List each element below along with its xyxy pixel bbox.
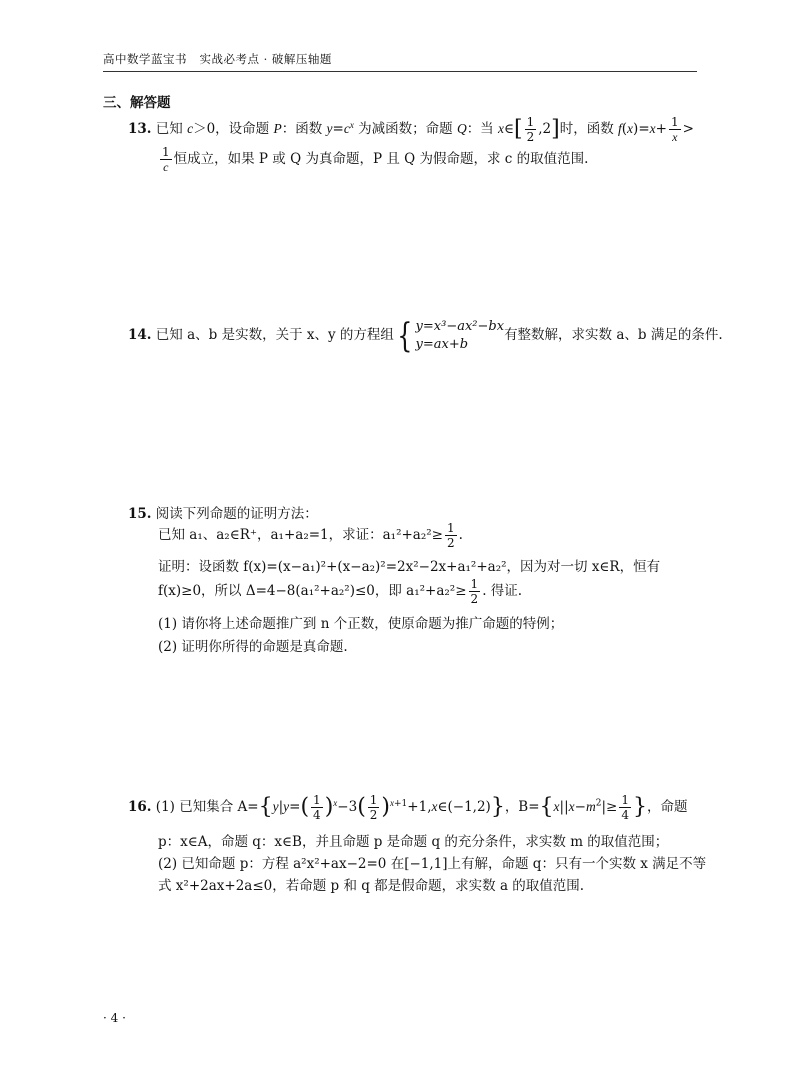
q15-line-2: 已知 a₁、a₂∈R⁺，a₁+a₂=1，求证：a₁²+a₂²≥ $\frac{1}{2}$ .: [158, 521, 463, 550]
q13-text-c: ：函数: [281, 121, 327, 137]
q15-part-2: (2) 证明你所得的命题是真命题.: [158, 639, 348, 655]
q13-number: 13.: [128, 121, 152, 137]
q13-text-a: 已知: [155, 121, 188, 137]
q15-number: 15.: [128, 506, 152, 522]
q15-line-1: [128, 502, 318, 522]
q15-qed: . 得证.: [482, 583, 523, 599]
q13-text-g: 恒成立，如果 P 或 Q 为真命题，P 且 Q 为假命题，求 c 的取值范围.: [173, 151, 589, 167]
q14-eq1: y=x³−ax²−bx: [415, 319, 505, 334]
q16-line-1: 16. (1) 已知集合 A={y|y=( $\frac{1}{4}$ )$^x$−3( $\frac{1}{2}$ )$^{x+1}$+1,x∈(−1,2)}，$B=\{x||x-m^2|\ge$ $\frac{1}{4}$ }，命题: [128, 793, 688, 822]
q15-part-1: (1) 请你将上述命题推广到 n 个正数，使原命题为推广命题的特例；: [158, 616, 564, 632]
q16-text-a: (1) 已知集合 A=: [155, 799, 259, 815]
q13-line-1: 13. 已知 c＞0，设命题 P：函数 $y=c^x$ 为减函数；命题 Q：当 x∈[ $\frac{1}{2}$ ,2]时，函数 f(x)=x+ $\frac{1}{x}$ >: [128, 115, 694, 144]
q14-eq2: y=ax+b: [415, 336, 469, 352]
q15-claim: 已知 a₁、a₂∈R⁺，a₁+a₂=1，求证：a₁²+a₂²≥: [158, 527, 443, 543]
section-title: 三、解答题: [103, 95, 171, 111]
header-divider: [103, 71, 697, 72]
q13-text-b: ＞0，设命题: [193, 121, 274, 137]
q15-intro: 阅读下列命题的证明方法：: [155, 506, 318, 522]
q16-line-3: (2) 已知命题 p：方程 a²x²+ax−2=0 在[−1,1]上有解，命题 q：只有一个实数 x 满足不等: [158, 856, 707, 872]
series-title: 实战必考点 · 破解压轴题: [199, 52, 332, 66]
q16-line-2: p：x∈A，命题 q：x∈B，并且命题 p 是命题 q 的充分条件，求实数 m 的取值范围；: [158, 834, 669, 850]
q13-text-f: 时，函数: [559, 121, 618, 137]
q13-line-2: $\frac{1}{c}$ 恒成立，如果 P 或 Q 为真命题，P 且 Q 为假命题，求 c 的取值范围.: [162, 145, 589, 174]
q13-text-d: 为减函数；命题: [353, 121, 457, 137]
q14-text-pre: 已知 a、b 是实数，关于 x、y 的方程组: [155, 327, 394, 344]
book-title: 高中数学蓝宝书: [103, 52, 187, 66]
page-number: · 4 ·: [103, 1011, 126, 1025]
q14-line: 14. 已知 a、b 是实数，关于 x、y 的方程组{ y=x³−ax²−bx y=ax+b 有整数解，求实数 a、b 满足的条件.: [128, 315, 723, 356]
running-header: [103, 51, 332, 67]
q14-text-post: 有整数解，求实数 a、b 满足的条件.: [504, 327, 723, 344]
q16-text-b: ，B=: [504, 799, 540, 815]
q13-text-e: ：当: [466, 121, 498, 137]
q14-equation-system: [416, 318, 505, 353]
q14-number: 14.: [128, 327, 152, 344]
q15-proof-end: f(x)≥0，所以 Δ=4−8(a₁²+a₂²)≤0，即 a₁²+a₂²≥: [158, 583, 467, 599]
q16-text-c: ，命题: [646, 799, 688, 815]
q15-line-4: f(x)≥0，所以 Δ=4−8(a₁²+a₂²)≤0，即 a₁²+a₂²≥ $\frac{1}{2}$ . 得证.: [158, 577, 523, 606]
q16-line-4: 式 x²+2ax+2a≤0，若命题 p 和 q 都是假命题，求实数 a 的取值范围.: [158, 878, 585, 894]
q16-number: 16.: [128, 799, 152, 815]
q15-line-3: 证明：设函数 f(x)=(x−a₁)²+(x−a₂)²=2x²−2x+a₁²+a₂²，因为对一切 x∈R，恒有: [158, 559, 661, 575]
